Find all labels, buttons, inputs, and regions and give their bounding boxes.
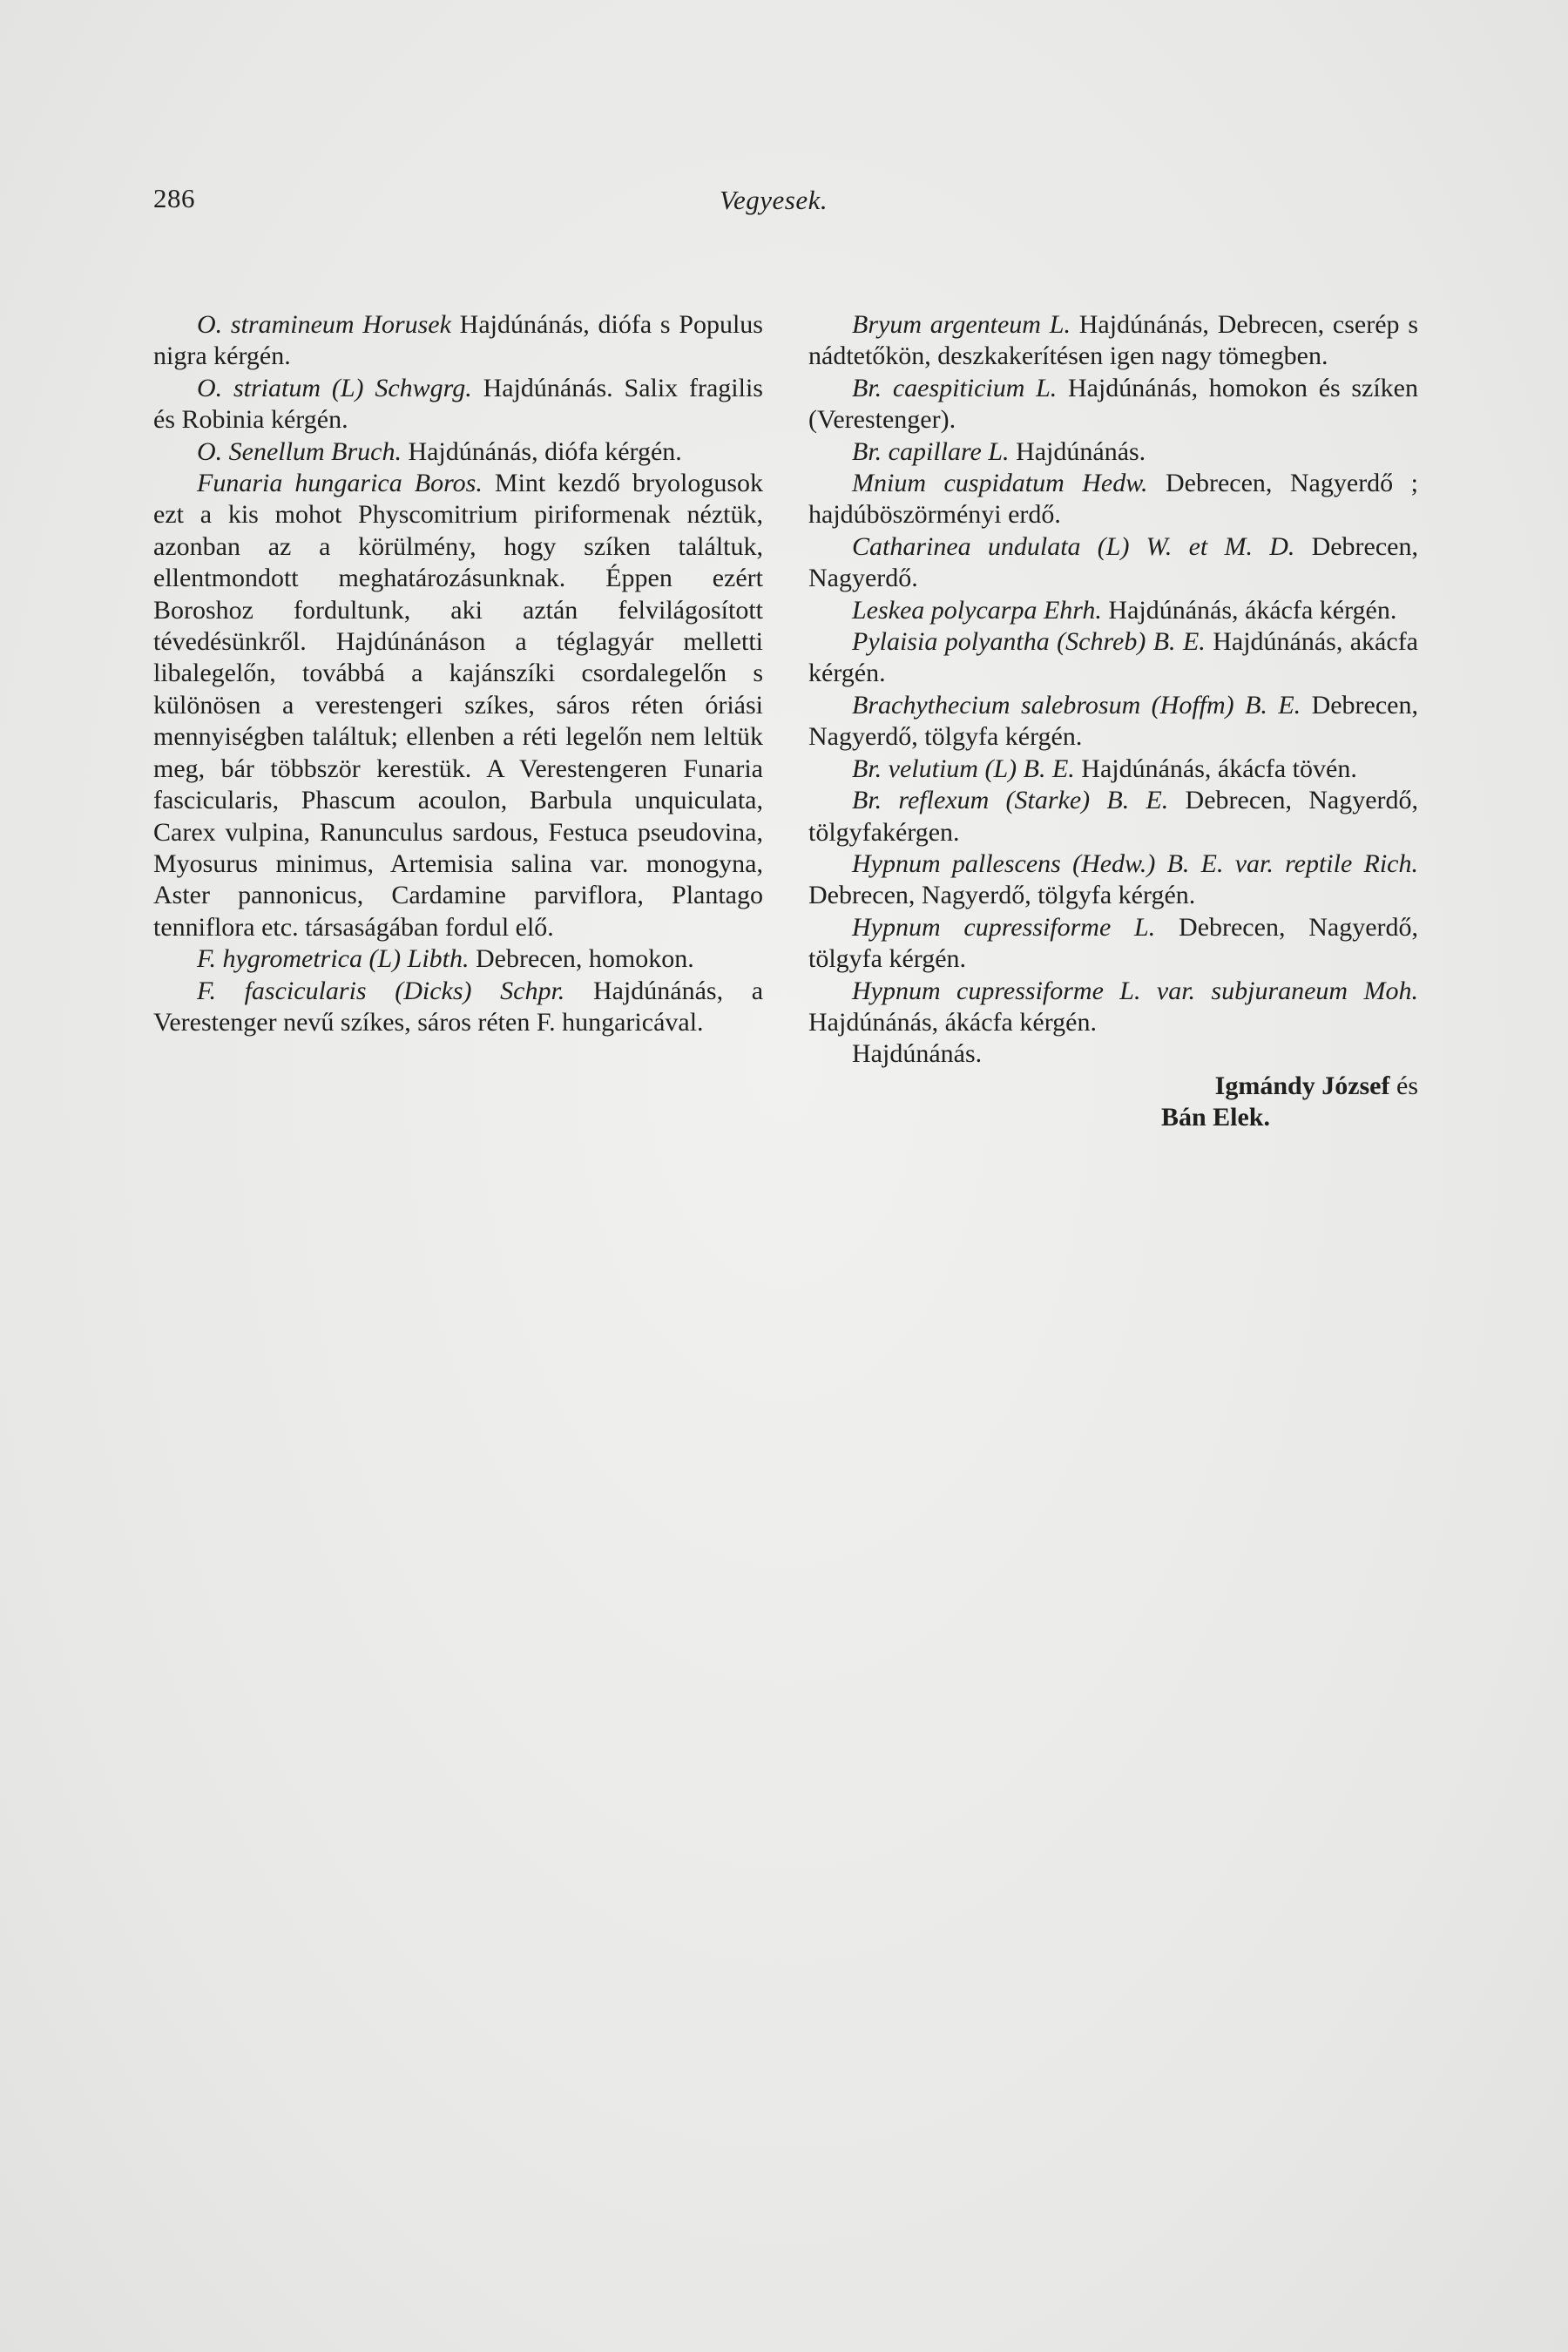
taxon-name: Leskea polycarpa Ehrh.	[852, 595, 1102, 625]
entry-text: Debrecen, Nagyerdő, tölgyfakérgen.	[808, 786, 1418, 847]
taxon-name: Hypnum cupressiforme L.	[852, 912, 1156, 942]
taxon-name: Hypnum cupressiforme L. var. subjuraneum Moh.	[852, 976, 1418, 1005]
species-entry	[808, 468, 1418, 531]
author-name: Igmándy József	[1214, 1071, 1390, 1100]
taxon-name: Catharinea undulata (L) W. et M. D.	[852, 531, 1295, 561]
species-entry	[808, 976, 1418, 1039]
taxon-name: O. stramineum Horusek	[197, 310, 451, 339]
entry-text: Hajdúnánás, diófa s Populus nigra kérgén.	[153, 310, 763, 371]
species-entry	[808, 785, 1418, 848]
entry-text: Hajdúnánás, diófa kérgén.	[401, 436, 682, 466]
taxon-name: F. fascicularis (Dicks) Schpr.	[197, 976, 565, 1005]
taxon-name: Bryum argenteum L.	[852, 310, 1071, 339]
species-entry	[808, 690, 1418, 754]
entry-text: Hajdúnánás, a Verestenger nevű szíkes, sáros réten F. hungaricával.	[153, 976, 764, 1037]
species-entry	[808, 912, 1418, 976]
entry-text: Hajdúnánás, ákácfa tövén.	[1074, 754, 1357, 783]
taxon-name: Br. caespiticium L.	[852, 373, 1058, 402]
species-entry	[153, 468, 763, 943]
species-entry	[153, 436, 763, 468]
species-entry	[808, 436, 1418, 468]
species-entry	[153, 943, 763, 975]
left-column	[153, 309, 763, 1038]
entry-text: Mint kezdő bryologusok ezt a kis mohot Physcomitrium piriformenak néztük, azonban az a körülmény, hogy szíken találtuk, ellentmondott meghatározásunknak. Éppen ezért Boroshoz fordultunk, aki aztán felvilágosított tévedésünkről. Hajdúnánáson a téglagyár melletti libalegelőn, továbbá a kajánszíki csordalegelőn s különösen a verestengeri szíkes, sáros réten óriási mennyiségben találtuk; ellenben a réti legelőn nem leltük meg, bár többször kerestük. A Verestengeren Funaria fascicularis, Phascum acoulon, Barbula unquiculata, Carex vulpina, Ranunculus sardous, Festuca pseudovina, Myosurus minimus, Artemisia salina var. monogyna, Aster pannonicus, Cardamine parviflora, Plantago tenniflora etc. társaságában fordul elő.	[153, 469, 763, 942]
species-entry	[808, 309, 1418, 373]
species-entry	[808, 754, 1418, 785]
species-entry	[153, 309, 763, 373]
running-title: Vegyesek.	[720, 185, 828, 215]
taxon-name: Pylaisia polyantha (Schreb) B. E.	[852, 627, 1206, 657]
signature-line	[808, 1071, 1418, 1102]
entry-text: Debrecen, Nagyerdő, tölgyfa kérgén.	[808, 690, 1418, 752]
entry-text: Debrecen, Nagyerdő ; hajdúböszörményi erdő.	[808, 469, 1418, 530]
entry-text: Debrecen, homokon.	[469, 944, 694, 974]
taxon-name: O. striatum (L) Schwgrg.	[197, 373, 472, 402]
closing-place: Hajdúnánás.	[852, 1039, 983, 1069]
species-entry	[808, 595, 1418, 626]
entry-text: Hajdúnánás, Debrecen, cserép s nádtetőkön, deszkakerítésen igen nagy tömegben.	[808, 310, 1419, 371]
entry-text: Hajdúnánás.	[1009, 436, 1146, 466]
species-entry	[808, 848, 1418, 912]
page-number: 286	[153, 183, 195, 213]
entry-text: Hajdúnánás, homokon és szíken (Verestenger).	[808, 373, 1418, 435]
author-name: Bán Elek.	[1160, 1103, 1270, 1132]
taxon-name: Brachythecium salebrosum (Hoffm) B. E.	[852, 690, 1301, 720]
taxon-name: F. hygrometrica (L) Libth.	[197, 944, 470, 974]
taxon-name: Hypnum pallescens (Hedw.) B. E. var. reptile Rich.	[852, 848, 1418, 878]
entry-text: Hajdúnánás, ákácfa kérgén.	[808, 1007, 1097, 1037]
taxon-name: Mnium cuspidatum Hedw.	[852, 469, 1148, 498]
entry-text: Debrecen, Nagyerdő, tölgyfa kérgén.	[808, 912, 1418, 974]
taxon-name: Br. reflexum (Starke) B. E.	[852, 786, 1169, 815]
species-entry	[808, 373, 1418, 436]
conjunction: és	[1389, 1071, 1418, 1100]
entry-text: Hajdúnánás, akácfa kérgén.	[808, 627, 1418, 688]
taxon-name: O. Senellum Bruch.	[197, 436, 402, 466]
right-column	[808, 309, 1418, 1134]
entry-text: Hajdúnánás. Salix fragilis és Robinia kérgén.	[153, 373, 763, 435]
species-entry	[153, 373, 763, 436]
taxon-name: Br. velutium (L) B. E.	[852, 754, 1075, 783]
species-entry	[808, 531, 1418, 595]
entry-text: Debrecen, Nagyerdő, tölgyfa kérgén.	[808, 881, 1196, 910]
taxon-name: Funaria hungarica Boros.	[197, 469, 483, 498]
entry-text: Debrecen, Nagyerdő.	[808, 531, 1418, 593]
entry-text: Hajdúnánás, ákácfa kérgén.	[1101, 595, 1397, 625]
taxon-name: Br. capillare L.	[852, 436, 1010, 466]
species-entry	[808, 626, 1418, 690]
species-entry	[153, 976, 763, 1039]
